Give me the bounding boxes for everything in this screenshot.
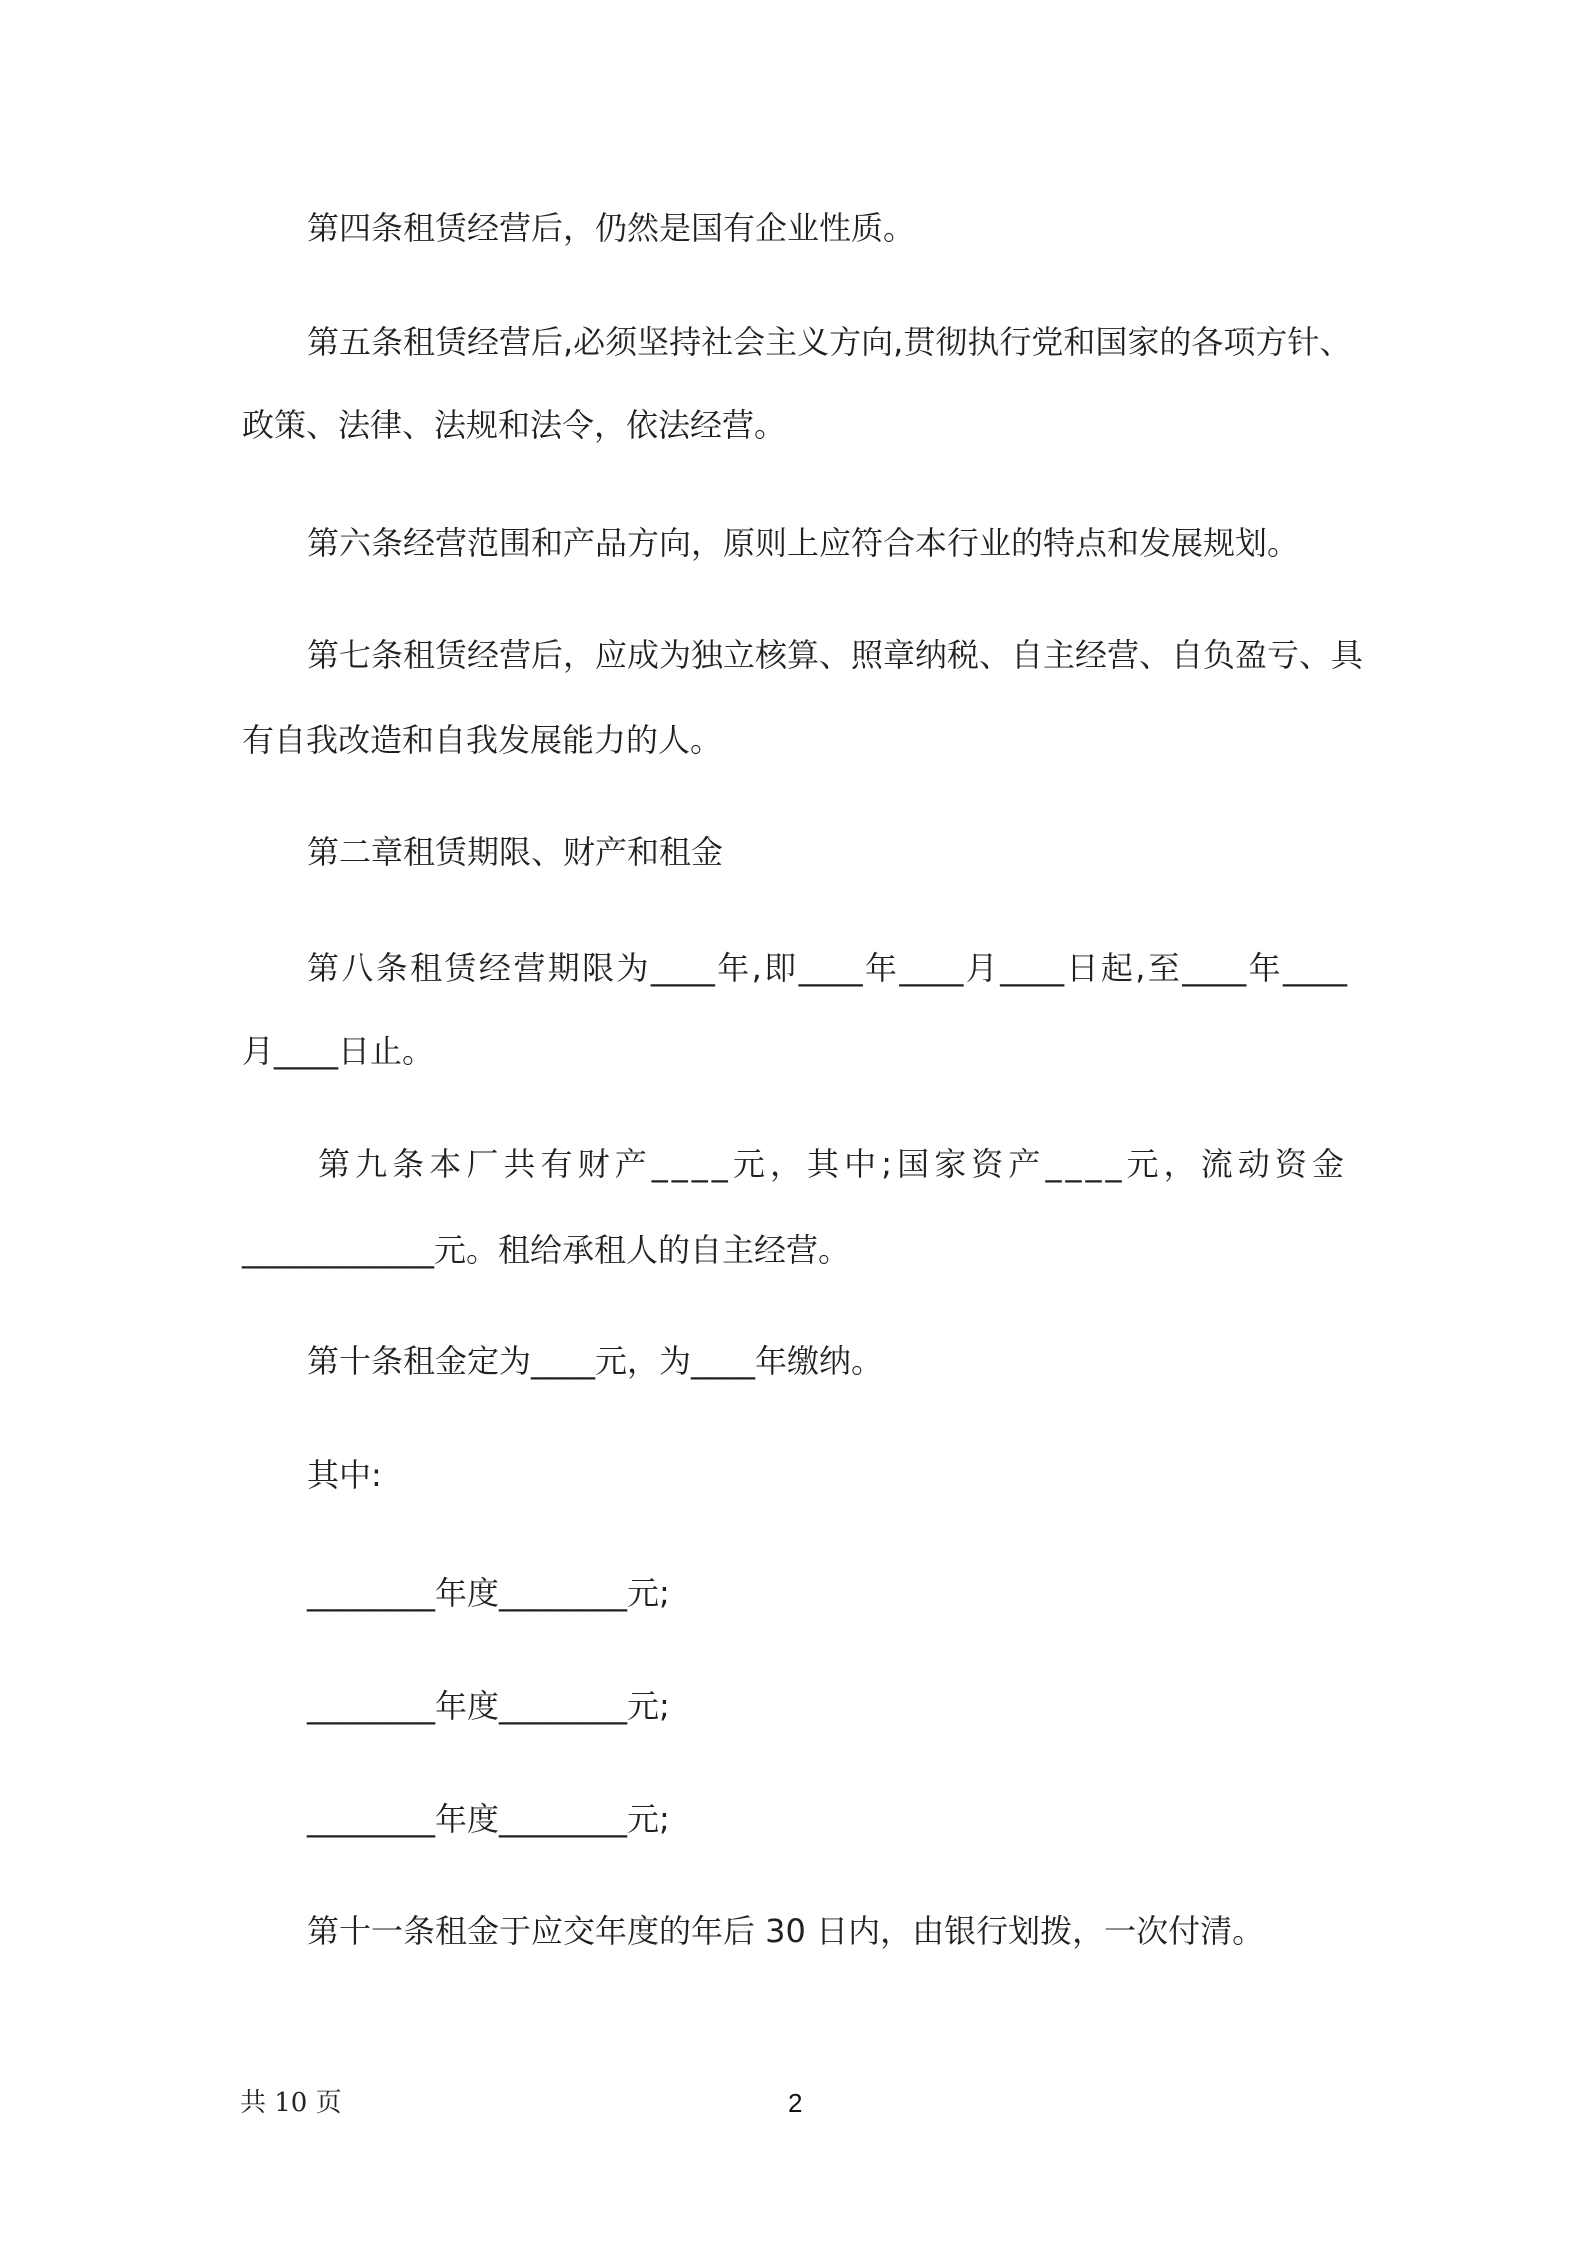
- article-4: 第四条租赁经营后，仍然是国有企业性质。: [307, 209, 916, 247]
- article-10: 第十条租金定为____元，为____年缴纳。: [307, 1342, 884, 1380]
- article-9-line-1: 第九条本厂共有财产____元，其中;国家资产____元，流动资金: [318, 1145, 1348, 1183]
- article-5-line-2: 政策、法律、法规和法令，依法经营。: [242, 406, 787, 444]
- of-which-label: 其中:: [307, 1456, 382, 1494]
- article-9-line-2: ____________元。租给承租人的自主经营。: [242, 1231, 851, 1269]
- article-11: 第十一条租金于应交年度的年后 30 日内，由银行划拨，一次付清。: [307, 1912, 1265, 1950]
- article-5-line-1: 第五条租赁经营后,必须坚持社会主义方向,贯彻执行党和国家的各项方针、: [307, 323, 1352, 361]
- annual-rent-row: ________年度________元;: [307, 1800, 670, 1838]
- article-8-line-2: 月____日止。: [242, 1032, 435, 1070]
- article-8-line-1: 第八条租赁经营期限为____年,即____年____月____日起,至____年____: [307, 949, 1347, 987]
- article-6: 第六条经营范围和产品方向，原则上应符合本行业的特点和发展规划。: [307, 524, 1300, 562]
- annual-rent-row: ________年度________元;: [307, 1687, 670, 1725]
- annual-rent-row: ________年度________元;: [307, 1574, 670, 1612]
- page-number: 2: [788, 2088, 803, 2118]
- article-7-line-2: 有自我改造和自我发展能力的人。: [242, 721, 723, 759]
- total-pages-label: 共 10 页: [240, 2088, 342, 2118]
- article-7-line-1: 第七条租赁经营后，应成为独立核算、照章纳税、自主经营、自负盈亏、具: [307, 636, 1364, 674]
- chapter-2-heading: 第二章租赁期限、财产和租金: [307, 833, 724, 871]
